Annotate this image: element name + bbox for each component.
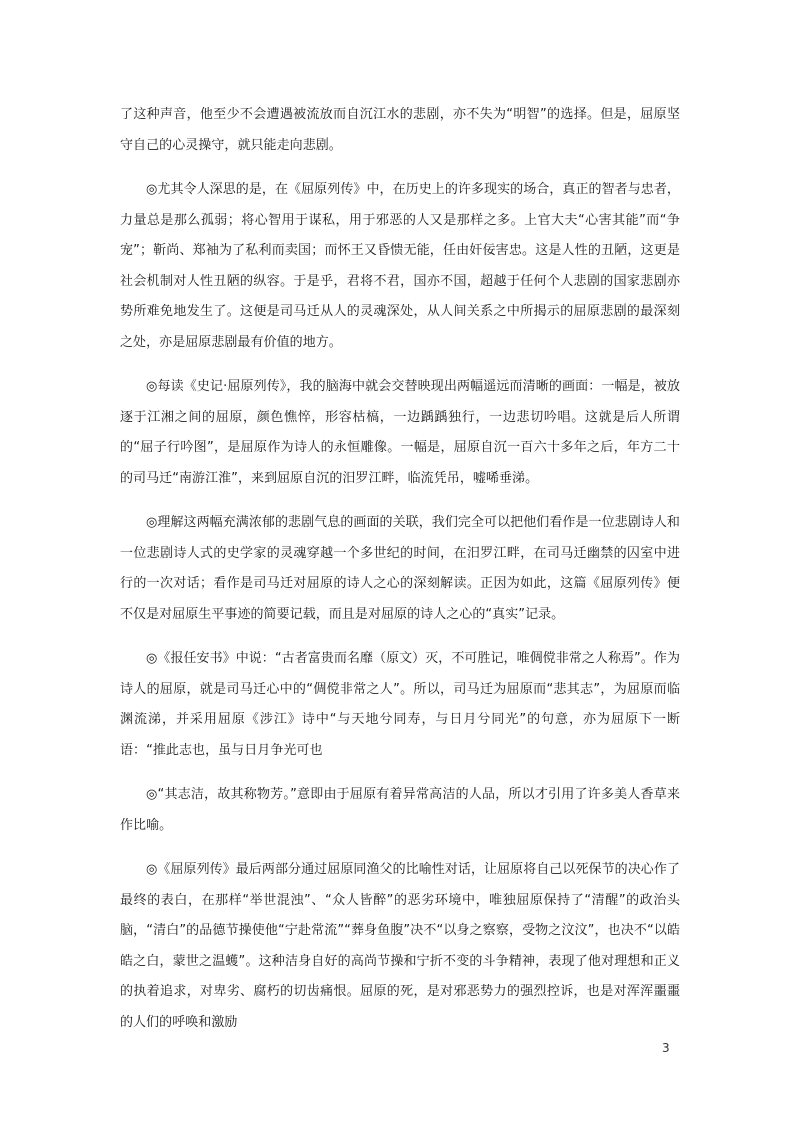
paragraph-letter-to-ren-an: ◎《报任安书》中说：“古者富贵而名靡（原文）灭，不可胜记，唯倜傥非常之人称焉”。作为诗人的屈原，就是司马迁心中的“倜傥非常之人”。所以，司马迁为屈原而“悲其志”，为屈原而临渊流涕，并采用屈原《涉江》诗中“与天地兮同寿，与日月兮同光”的句意，亦为屈原下一断语：“推此志也，虽与日月争光可也 [120, 651, 680, 758]
paragraph-pure-will: ◎“其志洁，故其称物芳。”意即由于屈原有着异常高洁的人品，所以才引用了许多美人香草来作比喻。 [120, 787, 680, 833]
paragraph-dialogue: ◎理解这两幅充满浓郁的悲剧气息的画面的关联，我们完全可以把他们看作是一位悲剧诗人和一位悲剧诗人式的史学家的灵魂穿越一个多世纪的时间，在汨罗江畔，在司马迁幽禁的囚室中进行的一次对话；看作是司马迁对屈原的诗人之心的深刻解读。正因为如此，这篇《屈原列传》便不仅是对屈原生平事迹的简要记载，而且是对屈原的诗人之心的“真实”记录。 [120, 515, 680, 622]
paragraph-sage-and-loyal: ◎尤其令人深思的是，在《屈原列传》中，在历史上的许多现实的场合，真正的智者与忠者，力量总是那么孤弱；将心智用于谋私，用于邪恶的人又是那样之多。上官大夫“心害其能”而“争宠”；靳尚、郑袖为了私利而卖国；而怀王又昏愦无能，任由奸佞害忠。这是人性的丑陋，这更是社会机制对人性丑陋的纵容。于是乎，君将不君，国亦不国，超越于任何个人悲剧的国家悲剧亦势所难免地发生了。这便是司马迁从人的灵魂深处，从人间关系之中所揭示的屈原悲剧的最深刻之处，亦是屈原悲剧最有价值的地方。 [120, 182, 680, 350]
paragraph-continuation: 了这种声音，他至少不会遭遇被流放而自沉江水的悲剧，亦不失为“明智”的选择。但是，屈原坚守自己的心灵操守，就只能走向悲剧。 [120, 107, 680, 153]
paragraph-two-images: ◎每读《史记·屈原列传》，我的脑海中就会交替映现出两幅遥远而清晰的画面：一幅是，被放逐于江湘之间的屈原，颜色憔悴，形容枯槁，一边踽踽独行，一边悲切吟唱。这就是后人所谓的“屈子行吟图”，是屈原作为诗人的永恒雕像。一幅是，屈原自沉一百六十多年之后，年方二十的司马迁“南游江淮”，来到屈原自沉的汨罗江畔，临流凭吊，嘘唏垂涕。 [120, 379, 680, 486]
page-number: 3 [662, 1041, 670, 1055]
body-text [120, 100, 680, 1052]
paragraph-fisherman: ◎《屈原列传》最后两部分通过屈原同渔父的比喻性对话，让屈原将自己以死保节的决心作了最终的表白，在那样“举世混浊”、“众人皆醉”的恶劣环境中，唯独屈原保持了“清醒”的政治头脑，“清白”的品德节操使他“宁赴常流”“葬身鱼腹”决不“以身之察察，受物之汶汶”，也决不“以皓皓之白，蒙世之温蠖”。这种洁身自好的高尚节操和宁折不变的斗争精神，表现了他对理想和正义的执着追求，对卑劣、腐朽的切齿痛恨。屈原的死，是对邪恶势力的强烈控诉，也是对浑浑噩噩的人们的呼唤和激励 [120, 862, 680, 1030]
